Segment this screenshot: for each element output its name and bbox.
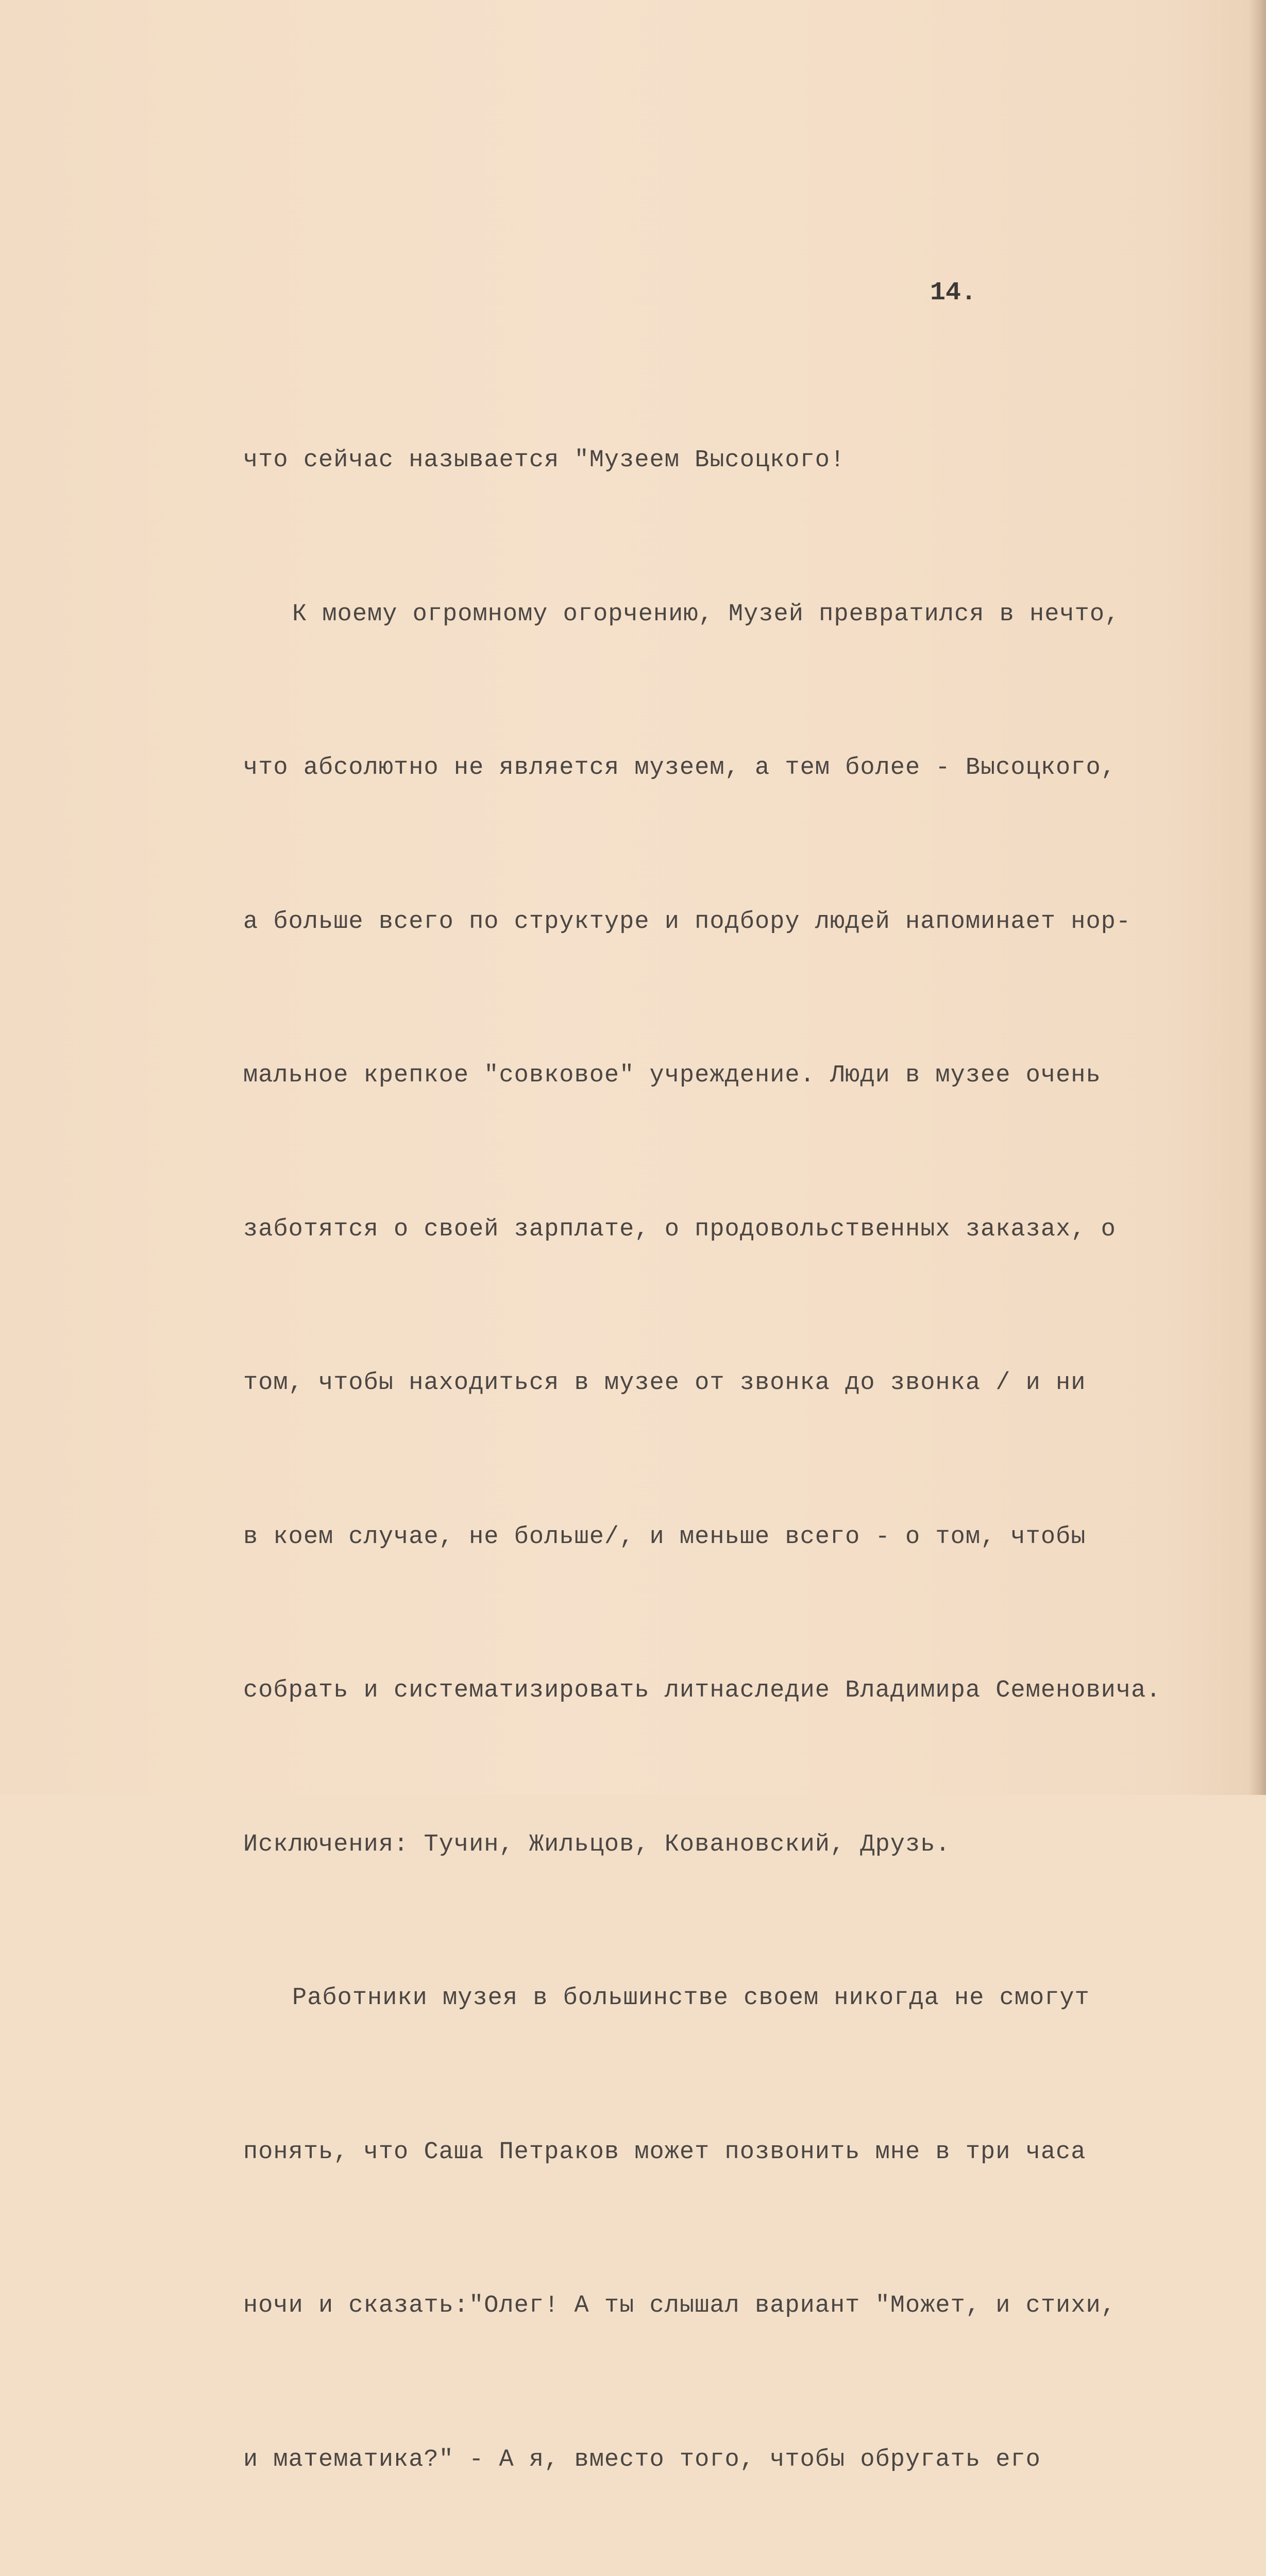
page-number: 14. <box>930 278 977 308</box>
text-line: заботятся о своей зарплате, о продовольственных заказах, о <box>243 1215 1116 1243</box>
text-line: К моему огромному огорчению, Музей превратился в нечто, <box>292 600 1120 628</box>
text-line: собрать и систематизировать литнаследие Владимира Семеновича. <box>243 1677 1161 1704</box>
text-line: и математика?" - А я, вместо того, чтобы обругать его <box>243 2446 1041 2473</box>
text-line: понять, что Саша Петраков может позвонить мне в три часа <box>243 2138 1086 2166</box>
text-line: мальное крепкое "совковое" учреждение. Люди в музее очень <box>243 1062 1101 1089</box>
text-line: что сейчас называется "Музеем Высоцкого! <box>243 447 846 474</box>
body-text <box>243 332 1196 2576</box>
text-line: том, чтобы находиться в музее от звонка до звонка / и ни <box>243 1369 1086 1397</box>
text-line: в коем случае, не больше/, и меньше всего - о том, чтобы <box>243 1523 1086 1551</box>
text-line: Исключения: Тучин, Жильцов, Ковановский, Друзь. <box>243 1831 951 1858</box>
text-line: а больше всего по структуре и подбору людей напоминает нор- <box>243 908 1132 936</box>
text-line: Работники музея в большинстве своем никогда не смогут <box>292 1985 1090 2012</box>
paper-edge-shadow <box>1248 0 1266 1795</box>
text-line: ночи и сказать:"Олег! А ты слышал вариант "Может, и стихи, <box>243 2292 1116 2319</box>
text-line: что абсолютно не является музеем, а тем более - Высоцкого, <box>243 754 1116 782</box>
